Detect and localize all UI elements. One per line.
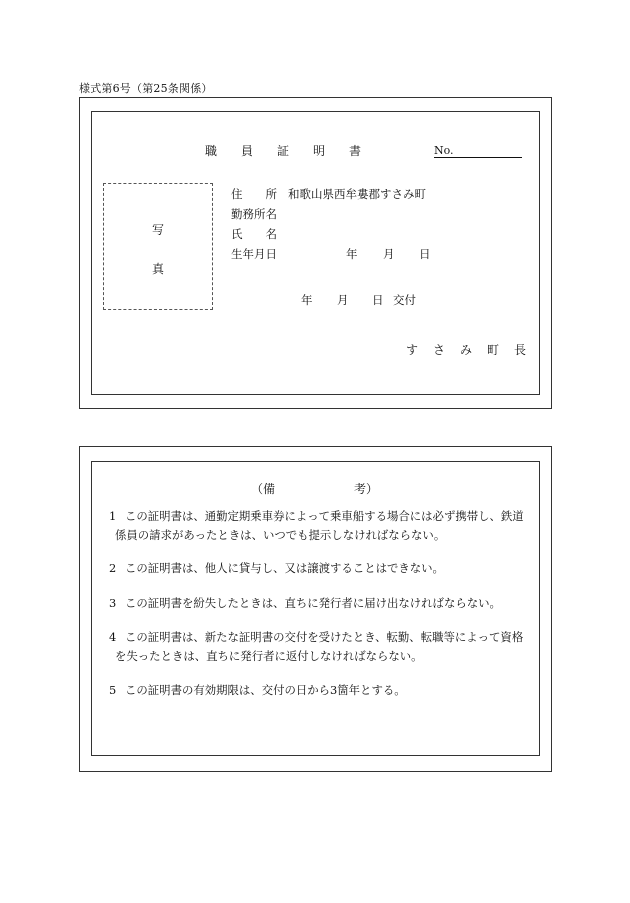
note-number: 1 [109,509,117,523]
form-label: 様式第6号（第25条関係） [79,82,213,95]
note-item-1 [109,507,535,545]
note-number: 4 [109,630,117,644]
card-title: 職員証明書 [205,144,386,158]
note-item-2 [109,559,535,578]
issue-day-unit: 日 [372,293,384,307]
note-number: 3 [109,596,117,610]
note-item-3 [109,594,535,613]
issue-month-unit: 月 [337,293,349,307]
workplace-label: 勤務所名 [231,207,277,221]
birth-date-label: 生年月日 [231,247,277,261]
notes-heading-open: （備 [251,482,276,496]
photo-placeholder [103,183,213,310]
issuer-title: すさみ町長 [406,343,542,357]
note-text-line1: この証明書は、新たな証明書の交付を受けたとき、転勤、転職等によって資格 [125,630,524,644]
issue-year-unit: 年 [301,293,313,307]
address-value: 和歌山県西牟婁郡すさみ町 [288,187,426,201]
address-label: 住所 [231,187,300,201]
name-label: 氏名 [231,227,300,241]
note-text-line2: を失ったときは、直ちに発行者に返付しなければならない。 [115,649,423,663]
note-number: 5 [109,683,117,697]
note-text-line1: この証明書は、他人に貸与し、又は譲渡することはできない。 [125,561,444,575]
note-text-line2: 係員の請求があったときは、いつでも提示しなければならない。 [115,528,446,542]
birth-day-unit: 日 [419,247,431,261]
notes-heading-close: 考） [354,482,379,496]
note-item-5 [109,681,535,700]
note-number: 2 [109,561,117,575]
certificate-number-field [434,144,522,158]
photo-char-1: 写 [151,223,164,237]
certificate-number-label: No. [434,144,454,157]
photo-char-2: 真 [151,262,164,276]
birth-year-unit: 年 [346,247,358,261]
note-text-line1: この証明書の有効期限は、交付の日から3箇年とする。 [125,683,406,697]
note-item-4 [109,628,535,666]
note-text-line1: この証明書は、通勤定期乗車券によって乗車船する場合には必ず携帯し、鉄道 [125,509,524,523]
note-text-line1: この証明書を紛失したときは、直ちに発行者に届け出なければならない。 [125,596,501,610]
birth-month-unit: 月 [383,247,395,261]
issue-suffix: 交付 [393,293,416,307]
